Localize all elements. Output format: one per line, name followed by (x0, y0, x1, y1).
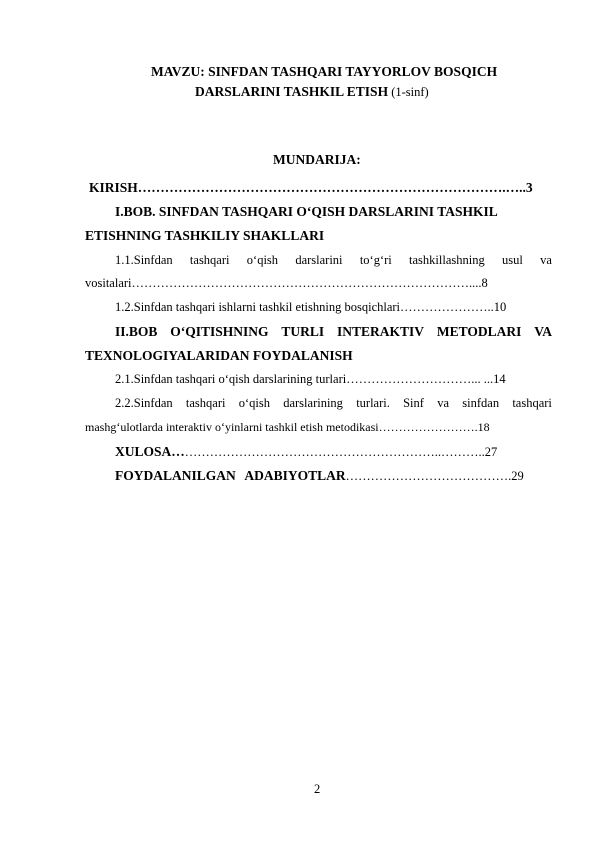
toc-entry-2-2-line-1 (115, 396, 552, 411)
toc-word: METODLARI (436, 324, 522, 339)
document-title-grade: (1-sinf) (388, 85, 429, 99)
toc-word: O‘QITISHNING (170, 324, 269, 339)
toc-word: usul (502, 253, 523, 267)
toc-entry-adabiyotlar-leader: ………………………………….29 (345, 469, 524, 483)
toc-heading: MUNDARIJA: (273, 152, 361, 167)
toc-word: o‘qish (238, 396, 270, 410)
document-title-line-1: MAVZU: SINFDAN TASHQARI TAYYORLOV BOSQICH (151, 64, 498, 79)
toc-word: to‘g‘ri (359, 253, 392, 267)
toc-entry-xulosa (115, 443, 497, 461)
toc-word: darslarining (283, 396, 343, 410)
toc-entry-chapter-1-line-1: I.BOB. SINFDAN TASHQARI O‘QISH DARSLARINI TASHKIL (115, 204, 498, 219)
toc-word: 2.2.Sinfdan (115, 396, 173, 410)
toc-entry-adabiyotlar (115, 467, 524, 485)
page-number: 2 (314, 782, 321, 796)
toc-entry-chapter-2-line-1 (115, 324, 552, 340)
toc-word: tashkillashning (409, 253, 485, 267)
toc-entry-adabiyotlar-label: FOYDALANILGAN ADABIYOTLAR (115, 468, 346, 483)
toc-entry-xulosa-label: XULOSA… (115, 444, 185, 459)
toc-word: o‘qish (246, 253, 279, 267)
toc-entry-xulosa-leader: ……………………………………………………..………..27 (184, 445, 498, 459)
toc-word: II.BOB (115, 324, 158, 339)
toc-entry-2-1: 2.1.Sinfdan tashqari o‘qish darslarining turlari…………………………... ...14 (115, 372, 506, 386)
document-title-line-2 (195, 84, 429, 100)
toc-entry-1-2: 1.2.Sinfdan tashqari ishlarni tashkil etishning bosqichlari…………………..10 (115, 300, 507, 314)
toc-entry-chapter-1-line-2: ETISHNING TASHKILIY SHAKLLARI (85, 228, 325, 243)
toc-word: tashqari (185, 396, 226, 410)
toc-entry-1-1-line-1 (115, 253, 552, 268)
toc-word: tashqari (189, 253, 230, 267)
toc-word: VA (534, 324, 552, 339)
toc-word: Sinf (403, 396, 424, 410)
toc-word: TURLI (281, 324, 325, 339)
toc-word: tashqari (512, 396, 552, 410)
toc-word: turlari. (356, 396, 390, 410)
toc-word: INTERAKTIV (336, 324, 425, 339)
toc-entry-chapter-2-line-2: TEXNOLOGIYALARIDAN FOYDALANISH (85, 348, 353, 363)
toc-entry-kirish: KIRISH……………………………………………………………………….…..3 (89, 180, 533, 195)
toc-word: 1.1.Sinfdan (115, 253, 173, 267)
toc-word: darslarini (295, 253, 343, 267)
toc-entry-2-2-line-2: mashg‘ulotlarda interaktiv o‘yinlarni tashkil etish metodikasi…………………….18 (85, 420, 490, 434)
toc-word: va (437, 396, 450, 410)
toc-word: sinfdan (462, 396, 500, 410)
document-title-main: DARSLARINI TASHKIL ETISH (195, 84, 389, 99)
toc-word: va (540, 253, 552, 267)
toc-entry-1-1-line-2: vositalari………………………………………………………………………....8 (85, 276, 488, 290)
